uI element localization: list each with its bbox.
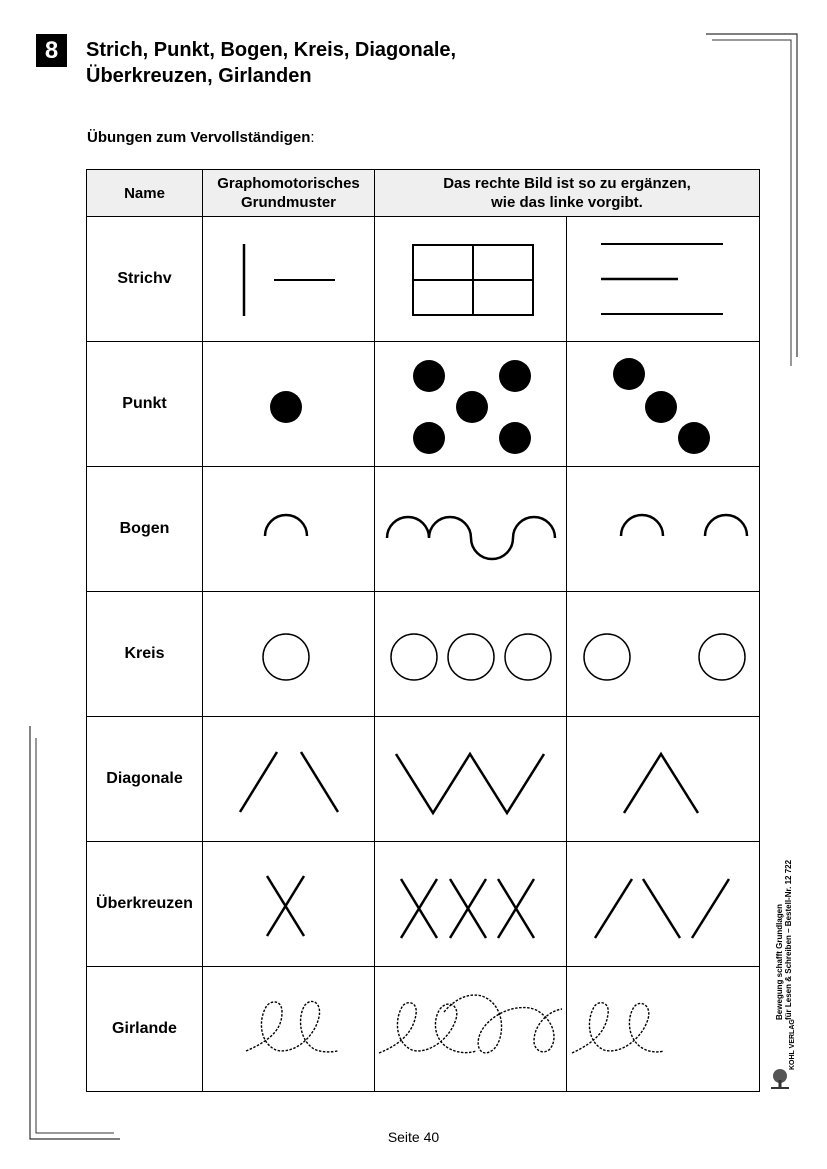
table-header-row	[87, 170, 760, 217]
instruction-colon: :	[310, 129, 315, 146]
header-name: Name	[87, 170, 203, 217]
row-name-girlande: Girlande	[87, 967, 203, 1092]
two-circles-drawing	[568, 594, 758, 714]
header-pattern-line-2: Grundmuster	[240, 194, 336, 211]
row-name-ueberkreuzen: Überkreuzen	[87, 842, 203, 967]
arc-pattern-drawing	[204, 469, 374, 589]
pattern-strich	[203, 217, 375, 342]
table-row	[87, 342, 760, 467]
task-kreis	[567, 592, 760, 717]
pattern-ueberkreuzen	[203, 842, 375, 967]
example-girlande	[375, 967, 567, 1092]
garland-pattern-drawing	[204, 969, 374, 1089]
three-circles-drawing	[376, 594, 566, 714]
example-punkt	[375, 342, 567, 467]
example-strich	[375, 217, 567, 342]
header-task	[375, 170, 760, 217]
example-bogen	[375, 467, 567, 592]
row-name-punkt: Punkt	[87, 342, 203, 467]
table-row	[87, 592, 760, 717]
page-title	[86, 37, 646, 89]
row-name-strich: Strichv	[87, 217, 203, 342]
header-pattern-line-1: Graphomotorisches	[217, 175, 360, 192]
task-punkt	[567, 342, 760, 467]
peak-drawing	[568, 719, 758, 839]
publisher-name: KOHL VERLAG	[789, 1019, 796, 1070]
wave-arcs-drawing	[376, 469, 566, 589]
three-crosses-drawing	[376, 844, 566, 964]
task-diagonale	[567, 717, 760, 842]
zigzag-drawing	[376, 719, 566, 839]
circle-pattern-drawing	[204, 594, 374, 714]
sidebar-line-2: für Lesen & Schreiben – Bestell-Nr. 12 722	[784, 859, 793, 1020]
header-task-line-1: Das rechte Bild ist so zu ergänzen,	[443, 175, 691, 192]
task-bogen	[567, 467, 760, 592]
title-line-2: Überkreuzen, Girlanden	[86, 65, 312, 87]
row-name-kreis: Kreis	[87, 592, 203, 717]
title-line-1: Strich, Punkt, Bogen, Kreis, Diagonale,	[86, 39, 457, 61]
example-diagonale	[375, 717, 567, 842]
five-dots-drawing	[376, 344, 566, 464]
example-kreis	[375, 592, 567, 717]
page-number-footer: Seite 40	[387, 1129, 440, 1145]
table-row	[87, 967, 760, 1092]
row-name-diagonale: Diagonale	[87, 717, 203, 842]
diagonal-pattern-drawing	[204, 719, 374, 839]
pattern-girlande	[203, 967, 375, 1092]
sidebar-text	[775, 850, 805, 1020]
tree-logo-icon	[769, 1068, 791, 1090]
worksheet-number-badge: 8	[36, 34, 67, 67]
publisher-sidebar	[775, 860, 805, 1020]
horizontal-lines-drawing	[568, 219, 758, 339]
table-row	[87, 217, 760, 342]
pattern-diagonale	[203, 717, 375, 842]
row-name-bogen: Bogen	[87, 467, 203, 592]
header-pattern	[203, 170, 375, 217]
partial-garland-drawing	[568, 969, 758, 1089]
header-task-line-2: wie das linke vorgibt.	[491, 194, 643, 211]
example-ueberkreuzen	[375, 842, 567, 967]
sidebar-line-1: Bewegung schafft Grundlagen	[775, 903, 784, 1020]
grid-lines-drawing	[376, 219, 566, 339]
dot-pattern-drawing	[204, 344, 374, 464]
pattern-bogen	[203, 467, 375, 592]
two-arcs-drawing	[568, 469, 758, 589]
pattern-punkt	[203, 342, 375, 467]
line-pattern-drawing	[204, 219, 374, 339]
exercise-instruction	[87, 129, 315, 146]
task-strich	[567, 217, 760, 342]
partial-crosses-drawing	[568, 844, 758, 964]
task-ueberkreuzen	[567, 842, 760, 967]
exercise-table	[86, 169, 760, 1092]
garland-chain-drawing	[376, 969, 566, 1089]
cross-pattern-drawing	[204, 844, 374, 964]
table-row	[87, 717, 760, 842]
table-row	[87, 467, 760, 592]
instruction-text: Übungen zum Vervollständigen	[87, 129, 311, 146]
diagonal-dots-drawing	[568, 344, 758, 464]
publisher-logo	[769, 1019, 801, 1092]
table-row	[87, 842, 760, 967]
pattern-kreis	[203, 592, 375, 717]
task-girlande	[567, 967, 760, 1092]
